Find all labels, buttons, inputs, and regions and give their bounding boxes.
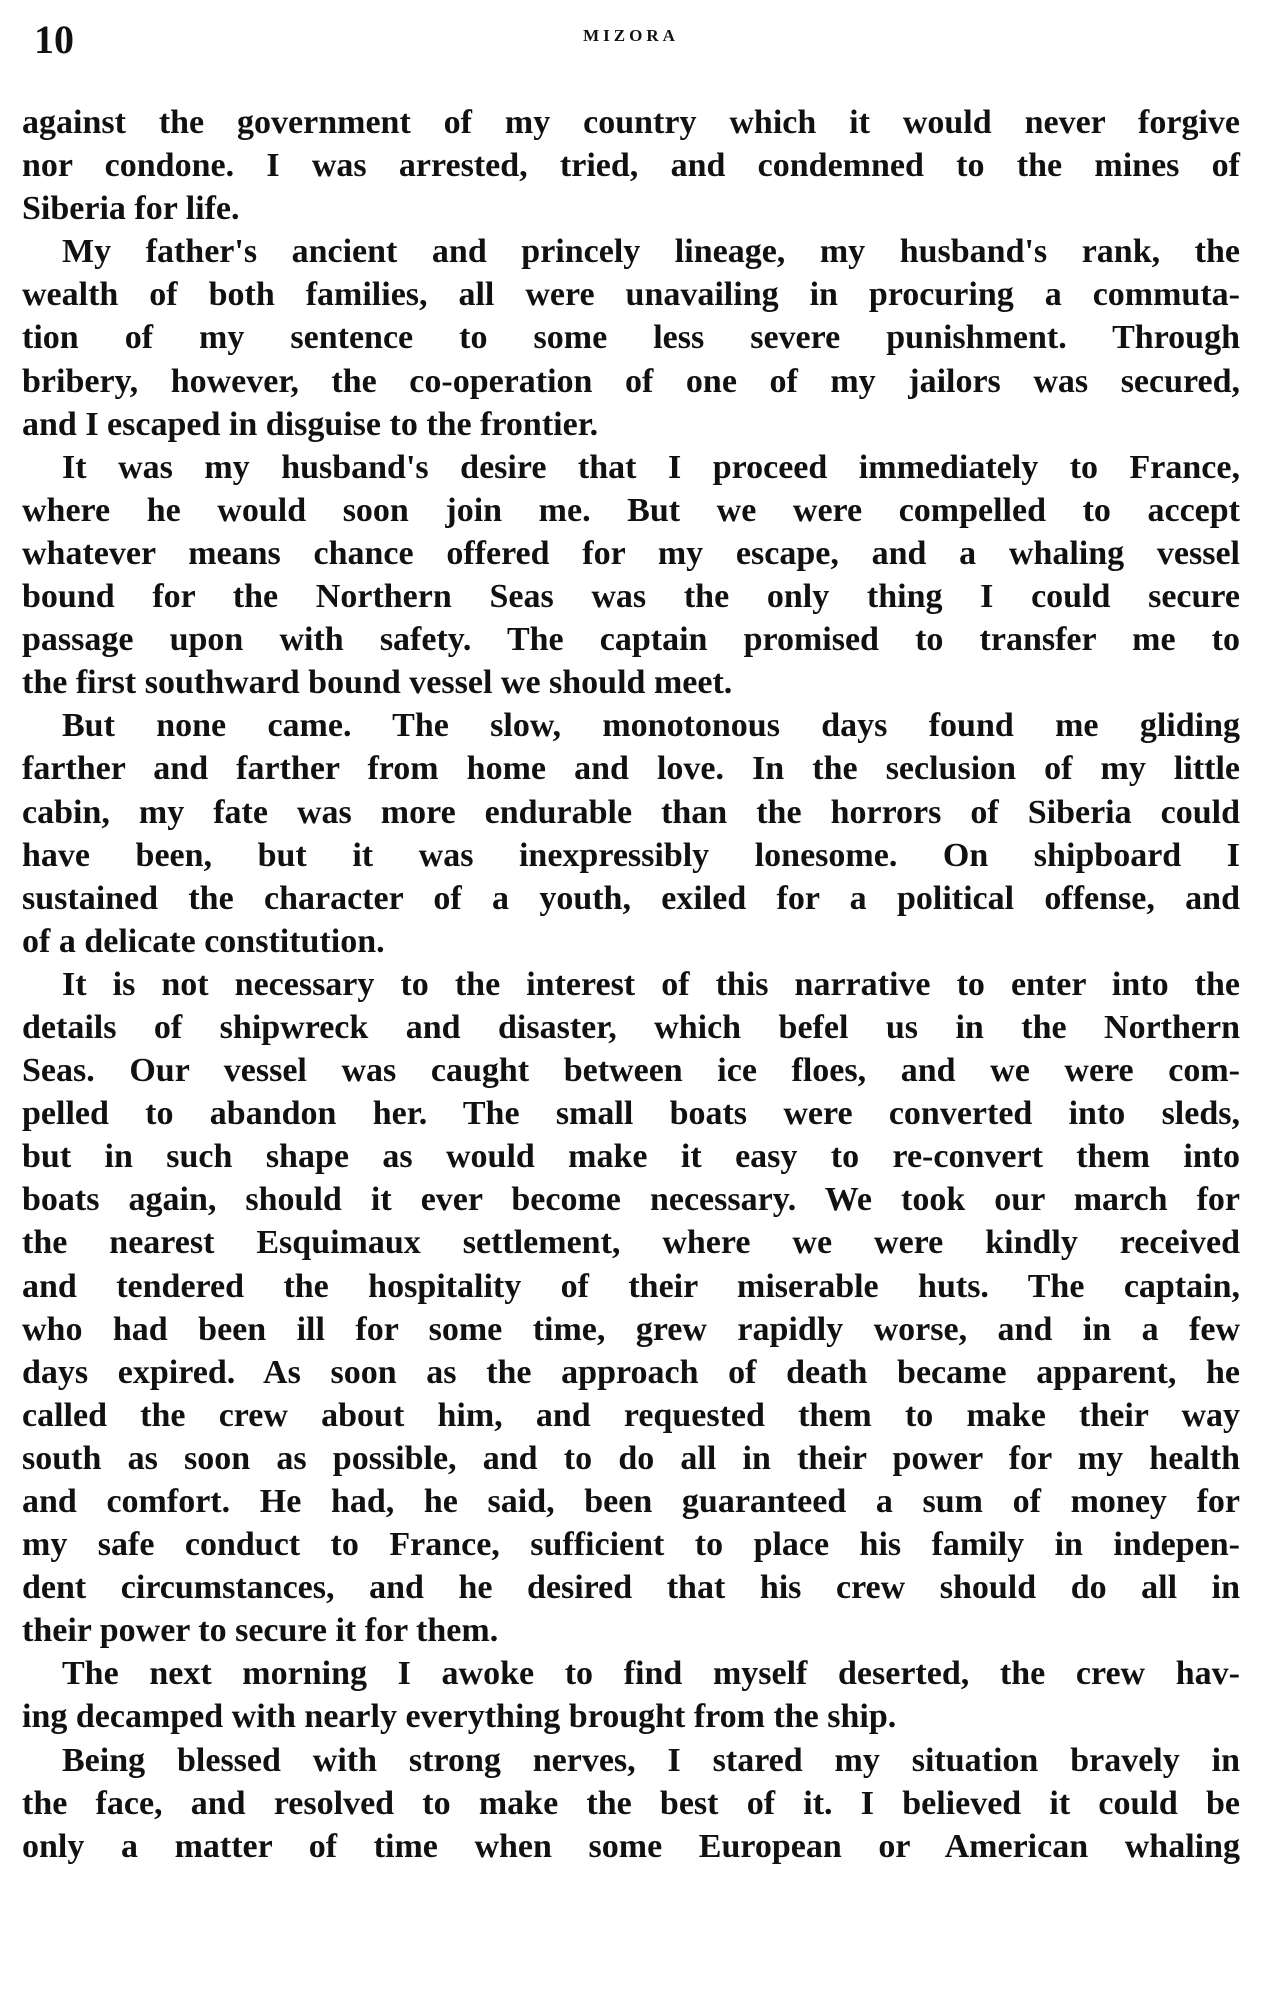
- text-line: boats again, should it ever become necessary. We took our march for: [22, 1181, 1240, 1219]
- text-line: Seas. Our vessel was caught between ice floes, and we were com-: [22, 1052, 1240, 1090]
- text-line: My father's ancient and princely lineage, my husband's rank, the: [62, 233, 1240, 271]
- text-line: and tendered the hospitality of their miserable huts. The captain,: [22, 1267, 1240, 1305]
- text-line: bound for the Northern Seas was the only thing I could secure: [22, 578, 1240, 616]
- text-line: details of shipwreck and disaster, which befel us in the Northern: [22, 1008, 1240, 1046]
- text-line: the face, and resolved to make the best of it. I believed it could be: [22, 1784, 1240, 1822]
- paragraph: [22, 1652, 1240, 1738]
- text-line: and comfort. He had, he said, been guaranteed a sum of money for: [22, 1483, 1240, 1520]
- text-line: pelled to abandon her. The small boats were converted into sleds,: [22, 1095, 1240, 1133]
- page-header: [22, 0, 1240, 62]
- text-line: But none came. The slow, monotonous days found me gliding: [62, 707, 1240, 745]
- text-line: ing decamped with nearly everything brought from the ship.: [22, 1698, 897, 1736]
- text-line: bribery, however, the co-operation of one of my jailors was secured,: [22, 362, 1240, 400]
- text-line: my safe conduct to France, sufficient to place his family in indepen-: [22, 1526, 1240, 1564]
- text-line: only a matter of time when some European or American whaling: [22, 1827, 1240, 1865]
- text-line: The next morning I awoke to find myself deserted, the crew hav-: [62, 1655, 1240, 1693]
- running-title: MIZORA: [583, 26, 679, 45]
- text-line: of a delicate constitution.: [22, 922, 385, 960]
- paragraph: [22, 446, 1240, 705]
- text-line: tion of my sentence to some less severe punishment. Through: [22, 319, 1240, 357]
- text-line: the first southward bound vessel we should meet.: [22, 664, 733, 702]
- book-page: [22, 0, 1240, 2008]
- text-line: but in such shape as would make it easy to re-convert them into: [22, 1138, 1240, 1176]
- text-line: wealth of both families, all were unavailing in procuring a commuta-: [22, 276, 1240, 314]
- page-number: 10: [34, 17, 74, 62]
- text-line: Siberia for life.: [22, 190, 240, 228]
- text-line: and I escaped in disguise to the frontier.: [22, 405, 599, 443]
- text-line: who had been ill for some time, grew rapidly worse, and in a few: [22, 1310, 1240, 1348]
- text-line: south as soon as possible, and to do all in their power for my health: [22, 1439, 1240, 1477]
- text-line: It was my husband's desire that I proceed immediately to France,: [62, 448, 1240, 486]
- text-line: against the government of my country which it would never forgive: [22, 104, 1240, 141]
- text-line: whatever means chance offered for my escape, and a whaling vessel: [22, 534, 1240, 572]
- paragraph: [22, 704, 1240, 963]
- text-line: where he would soon join me. But we were compelled to accept: [22, 491, 1240, 529]
- text-line: dent circumstances, and he desired that his crew should do all in: [22, 1569, 1240, 1607]
- text-line: their power to secure it for them.: [22, 1612, 499, 1650]
- paragraph: [22, 101, 1240, 230]
- text-line: passage upon with safety. The captain promised to transfer me to: [22, 621, 1240, 659]
- text-line: nor condone. I was arrested, tried, and condemned to the mines of: [22, 147, 1240, 185]
- text-line: have been, but it was inexpressibly lonesome. On shipboard I: [22, 836, 1240, 874]
- text-line: the nearest Esquimaux settlement, where we were kindly received: [22, 1224, 1240, 1262]
- text-line: cabin, my fate was more endurable than the horrors of Siberia could: [22, 793, 1240, 831]
- text-line: sustained the character of a youth, exiled for a political offense, and: [22, 879, 1240, 917]
- text-line: Being blessed with strong nerves, I stared my situation bravely in: [62, 1741, 1240, 1779]
- paragraph: [22, 230, 1240, 445]
- text-line: farther and farther from home and love. In the seclusion of my little: [22, 750, 1240, 788]
- paragraph: [22, 963, 1240, 1653]
- text-line: called the crew about him, and requested them to make their way: [22, 1396, 1240, 1434]
- text-line: days expired. As soon as the approach of death became apparent, he: [22, 1353, 1240, 1391]
- text-line: It is not necessary to the interest of this narrative to enter into the: [62, 965, 1240, 1003]
- paragraph: [22, 1739, 1240, 1868]
- body-text: [22, 101, 1240, 1868]
